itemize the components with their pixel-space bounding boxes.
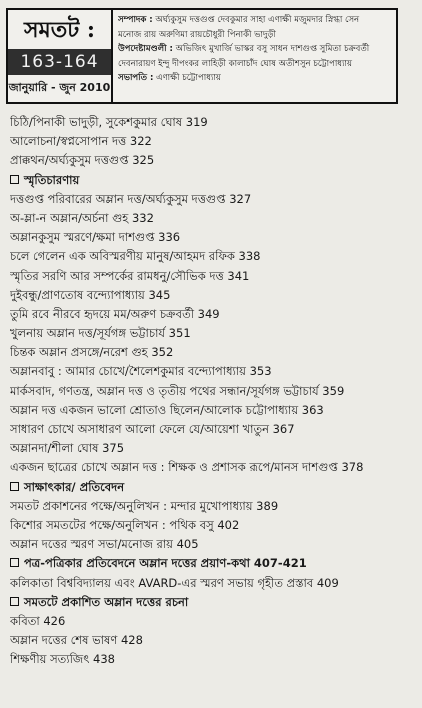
credits-block (118, 13, 392, 86)
toc-entry (10, 151, 416, 170)
toc-text: সাধারণ চোখে অসাধারণ আলো ফেলে যে/আয়েশা খাতুন 367 (10, 422, 295, 436)
toc-text: কিশোর সমতটের পক্ষে/অনুলিখন : পথিক বসু 402 (10, 517, 240, 532)
toc-text: পত্র-পত্রিকার প্রতিবেদনে অম্লান দত্তের প্রয়াণ-কথা 407-421 (24, 556, 307, 571)
toc-entry (10, 324, 416, 343)
toc-text: অম্লানকুসুম স্মরণে/ক্ষমা দাশগুপ্ত 336 (10, 230, 181, 245)
toc-text: তুমি রবে নীরবে হৃদয়ে মম/অরুণ চক্রবর্তী 349 (10, 306, 220, 321)
toc-text: চলে গেলেন এক অবিস্মরণীয় মানুষ/আহমদ রফিক 338 (10, 249, 261, 264)
toc-entry (10, 209, 416, 228)
toc-entry (10, 439, 416, 458)
toc-text: শিক্ষণীয় সত্যজিৎ 438 (10, 652, 115, 667)
toc-text: সমতটে প্রকাশিত অম্লান দত্তের রচনা (24, 594, 189, 609)
toc-entry (10, 113, 416, 132)
toc-entry (10, 305, 416, 324)
toc-text: অ-ম্লা-ন অম্লান/অর্চনা গুহ 332 (10, 210, 154, 225)
section-square-icon (10, 482, 19, 491)
toc-text: সমতট প্রকাশনের পক্ষে/অনুলিখন : মন্দার মুখোপাধ্যায় 389 (10, 498, 279, 513)
masthead (8, 10, 113, 102)
toc-text: অম্লানবাবু : আমার চোখে/শৈলেশকুমার বন্দ্যোপাধ্যায় 353 (10, 364, 272, 379)
toc-entry (10, 631, 416, 650)
toc-text: অম্লান দত্তের স্মরণ সভা/মনোজ রায় 405 (10, 537, 199, 552)
editors-row-cont: মনোজ রায় অরুণিমা রায়চৌধুরী পিনাকী ভাদুড়ী (118, 29, 276, 40)
toc-entry (10, 401, 416, 420)
section-square-icon (10, 597, 19, 606)
toc-text: স্মৃতির সরণি আর সম্পর্কের রামধনু/সৌভিক দত্ত 341 (10, 268, 250, 283)
section-square-icon (10, 558, 19, 567)
toc-entry (10, 132, 416, 151)
toc-section-heading (10, 554, 416, 573)
toc-text: প্রাক্কথন/অর্ঘ্যকুসুম দত্তগুপ্ত 325 (10, 153, 155, 168)
president-label: সভাপতি : (118, 73, 154, 83)
toc-entry (10, 420, 416, 439)
toc-text: চিন্তক অম্লান প্রসঙ্গে/নরেশ গুহ 352 (10, 345, 174, 360)
toc-text: কলিকাতা বিশ্ববিদ্যালয় এবং AVARD-এর স্মরণ সভায় গৃহীত প্রস্তাব 409 (10, 575, 339, 590)
president-name: এণাক্ষী চট্টোপাধ্যায় (156, 73, 221, 83)
toc-section-heading (10, 593, 416, 612)
editors-label: সম্পাদক : (118, 15, 153, 25)
toc-section-heading (10, 171, 416, 190)
advisors-row (118, 42, 392, 57)
toc-entry (10, 650, 416, 669)
advisors-row-cont: দেবনারায়ণ ইন্দু দীপংকর লাহিড়ী কালাচাঁদ ঘোষ অতীশসুন চট্টোপাধ্যায় (118, 58, 352, 69)
toc-entry (10, 458, 416, 477)
toc-text: অম্লান দত্তের শেষ ভাষণ 428 (10, 633, 143, 648)
toc-text: অম্লানদা/শীলা ঘোষ 375 (10, 441, 125, 456)
toc-entry (10, 382, 416, 401)
toc-entry (10, 612, 416, 631)
toc-text: সাক্ষাৎকার/ প্রতিবেদন (24, 479, 125, 494)
toc-text: দত্তগুপ্ত পরিবারের অম্লান দত্ত/অর্ঘ্যকুসুম দত্তগুপ্ত 327 (10, 191, 252, 206)
toc-text: স্মৃতিচারণায় (24, 172, 80, 187)
toc-text: খুলনায় অম্লান দত্ত/সূর্যগঙ্গ ভট্টাচার্য 351 (10, 326, 191, 341)
toc-section-heading (10, 478, 416, 497)
section-square-icon (10, 175, 19, 184)
toc-entry (10, 362, 416, 381)
toc-text: অম্লান দত্ত একজন ভালো শ্রোতাও ছিলেন/আলোক চট্টোপাধ্যায় 363 (10, 402, 324, 417)
masthead-box (6, 8, 398, 104)
issue-date: জানুয়ারি - জুন 2010 (8, 81, 111, 94)
toc-text: কবিতা 426 (10, 613, 66, 628)
toc-entry (10, 574, 416, 593)
advisors-label: উপদেষ্টামণ্ডলী : (118, 44, 173, 54)
toc-entry (10, 516, 416, 535)
toc-entry (10, 228, 416, 247)
advisors-names: অভিজিৎ মুখার্জি ভাস্কর বসু সাধন দাশগুপ্ত সুমিতা চক্রবর্তী (175, 44, 370, 54)
toc-entry (10, 286, 416, 305)
toc-entry (10, 343, 416, 362)
president-row (118, 71, 392, 86)
editors-row (118, 13, 392, 28)
toc-entry (10, 247, 416, 266)
toc-entry (10, 497, 416, 516)
journal-title: সমতট : (23, 17, 96, 43)
issue-number: 163-164 (8, 49, 111, 75)
toc-entry (10, 535, 416, 554)
toc-text: দুইবন্ধু/প্রাণতোষ বন্দ্যোপাধ্যায় 345 (10, 287, 171, 302)
table-of-contents (10, 113, 416, 669)
editors-names: অর্ঘ্যকুসুম দত্তগুপ্ত দেবকুমার সাহা এণাক্ষী মজুমদার স্নিগ্ধা সেন (155, 15, 360, 25)
toc-entry (10, 190, 416, 209)
toc-text: আলোচনা/স্বপ্নসোপান দত্ত 322 (10, 134, 152, 149)
toc-text: একজন ছাত্রের চোখে অম্লান দত্ত : শিক্ষক ও প্রশাসক রূপে/মানস দাশগুপ্ত 378 (10, 460, 364, 475)
toc-text: চিঠি/পিনাকী ভাদুড়ী, সুকেশকুমার ঘোষ 319 (10, 115, 208, 129)
toc-text: মার্কসবাদ, গণতন্ত্র, অম্লান দত্ত ও তৃতীয় পথের সন্ধান/সূর্যগঙ্গ ভট্টাচার্য 359 (10, 383, 345, 398)
toc-entry (10, 267, 416, 286)
